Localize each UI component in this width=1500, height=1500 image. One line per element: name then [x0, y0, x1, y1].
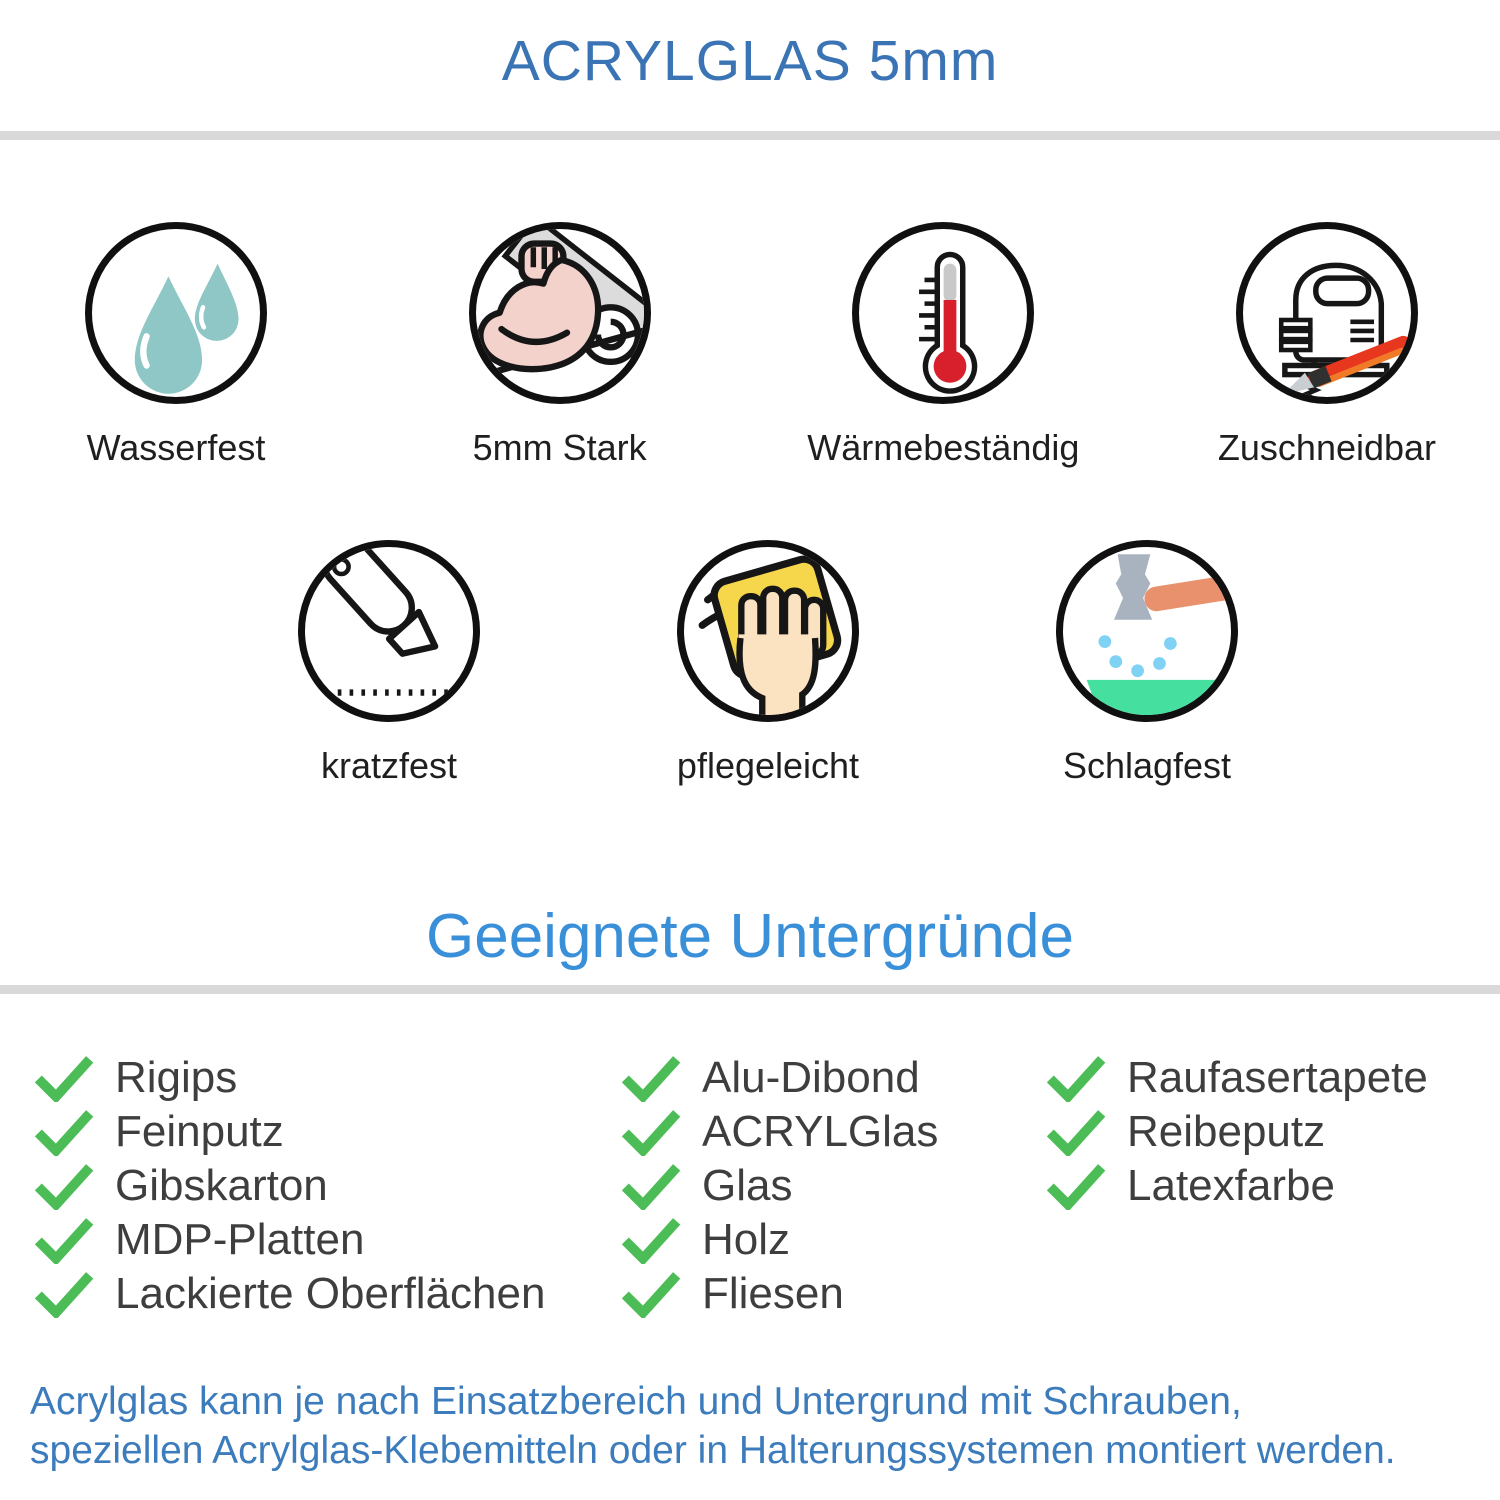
list-item-label: Holz — [702, 1215, 791, 1264]
feature-strength — [456, 222, 664, 468]
list-item — [620, 1105, 938, 1159]
feature-waterproof — [72, 222, 280, 468]
checkmark-icon — [620, 1270, 682, 1318]
section-title-substrates: Geeignete Untergründe — [425, 902, 1074, 971]
checkmark-icon — [33, 1216, 95, 1264]
checkmark-icon — [33, 1054, 95, 1102]
feature-label: 5mm Stark — [472, 427, 647, 468]
list-item — [33, 1105, 545, 1159]
mounting-note — [0, 1377, 1500, 1475]
list-item — [33, 1159, 545, 1213]
utility-knife-icon — [298, 540, 480, 722]
list-item-label: Latexfarbe — [1127, 1161, 1335, 1210]
muscle-arm-icon — [469, 222, 651, 404]
list-item-label: Feinputz — [115, 1107, 284, 1156]
divider-bar-middle — [0, 985, 1500, 994]
jigsaw-icon — [1236, 222, 1418, 404]
list-item — [620, 1267, 938, 1321]
thermometer-icon — [852, 222, 1034, 404]
list-item-label: Lackierte Oberflächen — [115, 1269, 546, 1318]
feature-heat-resistant — [807, 222, 1080, 468]
feature-impact-proof — [1043, 540, 1251, 786]
checkmark-icon — [33, 1108, 95, 1156]
checkmark-icon — [620, 1162, 682, 1210]
checkmark-icon — [620, 1108, 682, 1156]
list-item — [620, 1051, 938, 1105]
feature-label: Schlagfest — [1062, 745, 1232, 786]
substrates-column-2 — [620, 1051, 938, 1321]
feature-label: kratzfest — [320, 745, 458, 786]
list-item-label: Gibskarton — [115, 1161, 328, 1210]
list-item-label: MDP-Platten — [115, 1215, 365, 1264]
checkmark-icon — [620, 1054, 682, 1102]
mounting-note-line2: speziellen Acrylglas-Klebemitteln oder in Halterungssystemen montiert werden. — [30, 1429, 1396, 1472]
feature-label: Wasserfest — [86, 427, 266, 468]
feature-scratch-proof — [285, 540, 493, 786]
substrates-list — [0, 1051, 1500, 1323]
checkmark-icon — [1045, 1162, 1107, 1210]
list-item — [620, 1213, 938, 1267]
list-item-label: Reibeputz — [1127, 1107, 1326, 1156]
checkmark-icon — [33, 1162, 95, 1210]
list-item — [33, 1267, 545, 1321]
feature-label: Zuschneidbar — [1217, 427, 1437, 468]
list-item — [1045, 1105, 1428, 1159]
checkmark-icon — [1045, 1054, 1107, 1102]
features-row-1 — [0, 222, 1500, 468]
feature-cuttable — [1217, 222, 1437, 468]
feature-easy-care — [664, 540, 872, 786]
list-item — [33, 1051, 545, 1105]
list-item — [620, 1159, 938, 1213]
list-item — [1045, 1051, 1428, 1105]
page-title: ACRYLGLAS 5mm — [501, 29, 999, 93]
list-item-label: Raufasertapete — [1127, 1053, 1428, 1102]
list-item-label: Fliesen — [702, 1269, 844, 1318]
list-item-label: Rigips — [115, 1053, 238, 1102]
list-item-label: Alu-Dibond — [702, 1053, 920, 1102]
list-item-label: Glas — [702, 1161, 793, 1210]
divider-bar-top — [0, 131, 1500, 140]
water-drops-icon — [85, 222, 267, 404]
features-row-2 — [0, 540, 1500, 786]
hammer-impact-icon — [1056, 540, 1238, 722]
cleaning-cloth-hand-icon — [677, 540, 859, 722]
checkmark-icon — [1045, 1108, 1107, 1156]
feature-label: pflegeleicht — [676, 745, 860, 786]
substrates-column-1 — [33, 1051, 545, 1321]
list-item — [33, 1213, 545, 1267]
substrates-column-3 — [1045, 1051, 1428, 1213]
mounting-note-line1: Acrylglas kann je nach Einsatzbereich und Untergrund mit Schrauben, — [30, 1380, 1242, 1423]
feature-label: Wärmebeständig — [807, 427, 1080, 468]
list-item — [1045, 1159, 1428, 1213]
checkmark-icon — [33, 1270, 95, 1318]
list-item-label: ACRYLGlas — [702, 1107, 939, 1156]
checkmark-icon — [620, 1216, 682, 1264]
